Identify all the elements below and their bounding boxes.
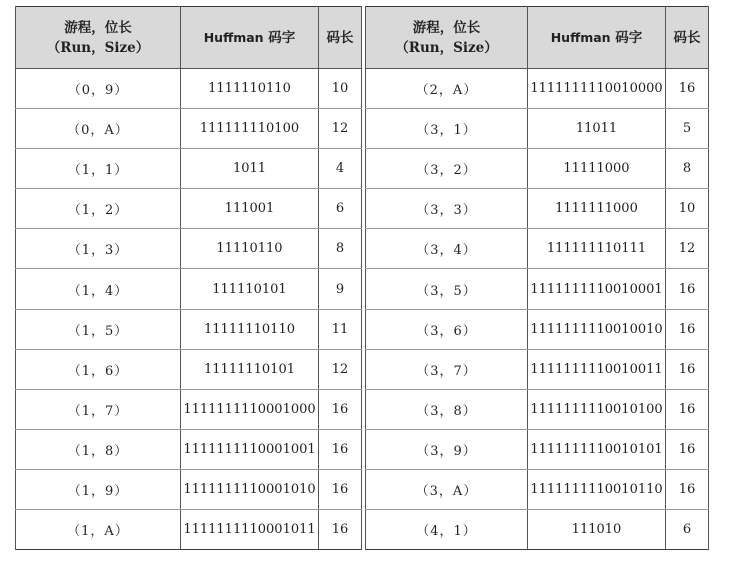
huffman-code-cell: 1111111110001011 xyxy=(181,510,319,550)
run-size-cell: （3，6） xyxy=(366,309,528,349)
table-row xyxy=(366,429,709,469)
header-run-size-line2: （Run，Size） xyxy=(395,39,498,56)
huffman-code-cell: 111110101 xyxy=(181,269,319,309)
header-run-size xyxy=(16,7,181,69)
code-length-cell: 16 xyxy=(666,389,709,429)
run-size-cell: （0，9） xyxy=(16,69,181,109)
run-size-cell: （3，4） xyxy=(366,229,528,269)
huffman-code-cell: 11111110110 xyxy=(181,309,319,349)
code-length-cell: 16 xyxy=(319,389,362,429)
header-huffman-zh: 码字 xyxy=(610,29,643,46)
table-row xyxy=(366,149,709,189)
table-row xyxy=(16,389,362,429)
header-huffman-code xyxy=(528,7,666,69)
huffman-table-container xyxy=(15,6,708,552)
huffman-code-cell: 1111111000 xyxy=(528,189,666,229)
code-length-cell: 9 xyxy=(319,269,362,309)
table-row xyxy=(16,109,362,149)
run-size-cell: （2，A） xyxy=(366,69,528,109)
huffman-code-cell: 111111110100 xyxy=(181,109,319,149)
table-row xyxy=(16,69,362,109)
run-size-cell: （1，A） xyxy=(16,510,181,550)
code-length-cell: 5 xyxy=(666,109,709,149)
run-size-cell: （1，3） xyxy=(16,229,181,269)
huffman-table-right xyxy=(365,6,709,550)
huffman-code-cell: 11110110 xyxy=(181,229,319,269)
run-size-cell: （3，7） xyxy=(366,349,528,389)
left-table-body xyxy=(16,69,362,550)
run-size-cell: （1，5） xyxy=(16,309,181,349)
table-row xyxy=(366,269,709,309)
code-length-cell: 16 xyxy=(666,69,709,109)
table-row xyxy=(16,429,362,469)
table-row xyxy=(366,389,709,429)
header-huffman-en: Huffman xyxy=(203,29,264,45)
run-size-cell: （3，A） xyxy=(366,469,528,509)
huffman-code-cell: 111010 xyxy=(528,510,666,550)
code-length-cell: 8 xyxy=(319,229,362,269)
code-length-cell: 12 xyxy=(319,109,362,149)
huffman-code-cell: 11011 xyxy=(528,109,666,149)
header-run-size-line1: 游程，位长 xyxy=(64,19,132,36)
table-row xyxy=(366,510,709,550)
run-size-cell: （1，4） xyxy=(16,269,181,309)
huffman-code-cell: 1111111110001000 xyxy=(181,389,319,429)
run-size-cell: （3，5） xyxy=(366,269,528,309)
huffman-code-cell: 1111111110010001 xyxy=(528,269,666,309)
run-size-cell: （1，1） xyxy=(16,149,181,189)
table-row xyxy=(366,349,709,389)
code-length-cell: 11 xyxy=(319,309,362,349)
huffman-code-cell: 1111110110 xyxy=(181,69,319,109)
table-row xyxy=(16,469,362,509)
table-row xyxy=(366,69,709,109)
table-row xyxy=(366,229,709,269)
header-code-length: 码长 xyxy=(319,7,362,69)
run-size-cell: （1，7） xyxy=(16,389,181,429)
run-size-cell: （3，8） xyxy=(366,389,528,429)
header-row xyxy=(16,7,362,69)
right-table-body xyxy=(366,69,709,550)
code-length-cell: 16 xyxy=(666,309,709,349)
run-size-cell: （3，1） xyxy=(366,109,528,149)
header-row xyxy=(366,7,709,69)
code-length-cell: 16 xyxy=(666,349,709,389)
huffman-code-cell: 1111111110010100 xyxy=(528,389,666,429)
huffman-code-cell: 1111111110010110 xyxy=(528,469,666,509)
table-row xyxy=(16,229,362,269)
table-row xyxy=(366,189,709,229)
table-row xyxy=(366,109,709,149)
huffman-code-cell: 1111111110010000 xyxy=(528,69,666,109)
code-length-cell: 10 xyxy=(666,189,709,229)
huffman-code-cell: 11111110101 xyxy=(181,349,319,389)
code-length-cell: 16 xyxy=(319,510,362,550)
code-length-cell: 8 xyxy=(666,149,709,189)
code-length-cell: 6 xyxy=(319,189,362,229)
code-length-cell: 16 xyxy=(666,429,709,469)
huffman-code-cell: 1111111110010011 xyxy=(528,349,666,389)
header-huffman-en: Huffman xyxy=(550,29,611,45)
header-huffman-code xyxy=(181,7,319,69)
huffman-code-cell: 111111110111 xyxy=(528,229,666,269)
run-size-cell: （1，6） xyxy=(16,349,181,389)
run-size-cell: （3，2） xyxy=(366,149,528,189)
run-size-cell: （1，2） xyxy=(16,189,181,229)
header-run-size-line1: 游程，位长 xyxy=(412,19,481,36)
code-length-cell: 6 xyxy=(666,510,709,550)
code-length-cell: 16 xyxy=(666,269,709,309)
table-row xyxy=(16,189,362,229)
table-row xyxy=(366,309,709,349)
table-row xyxy=(366,469,709,509)
run-size-cell: （1，8） xyxy=(16,429,181,469)
code-length-cell: 16 xyxy=(319,429,362,469)
huffman-code-cell: 11111000 xyxy=(528,149,666,189)
table-row xyxy=(16,510,362,550)
code-length-cell: 4 xyxy=(319,149,362,189)
table-row xyxy=(16,149,362,189)
code-length-cell: 16 xyxy=(319,469,362,509)
header-run-size xyxy=(366,7,528,69)
header-run-size-line2: （Run，Size） xyxy=(46,39,150,56)
code-length-cell: 12 xyxy=(666,229,709,269)
code-length-cell: 16 xyxy=(666,469,709,509)
run-size-cell: （3，9） xyxy=(366,429,528,469)
huffman-code-cell: 1111111110001001 xyxy=(181,429,319,469)
run-size-cell: （3，3） xyxy=(366,189,528,229)
huffman-code-cell: 1111111110010010 xyxy=(528,309,666,349)
code-length-cell: 10 xyxy=(319,69,362,109)
header-code-length: 码长 xyxy=(666,7,709,69)
header-huffman-zh: 码字 xyxy=(263,29,296,46)
huffman-code-cell: 1011 xyxy=(181,149,319,189)
table-row xyxy=(16,309,362,349)
table-row xyxy=(16,349,362,389)
huffman-code-cell: 1111111110001010 xyxy=(181,469,319,509)
huffman-table-left xyxy=(15,6,362,550)
run-size-cell: （4，1） xyxy=(366,510,528,550)
huffman-code-cell: 1111111110010101 xyxy=(528,429,666,469)
run-size-cell: （1，9） xyxy=(16,469,181,509)
table-row xyxy=(16,269,362,309)
run-size-cell: （0，A） xyxy=(16,109,181,149)
huffman-code-cell: 111001 xyxy=(181,189,319,229)
code-length-cell: 12 xyxy=(319,349,362,389)
